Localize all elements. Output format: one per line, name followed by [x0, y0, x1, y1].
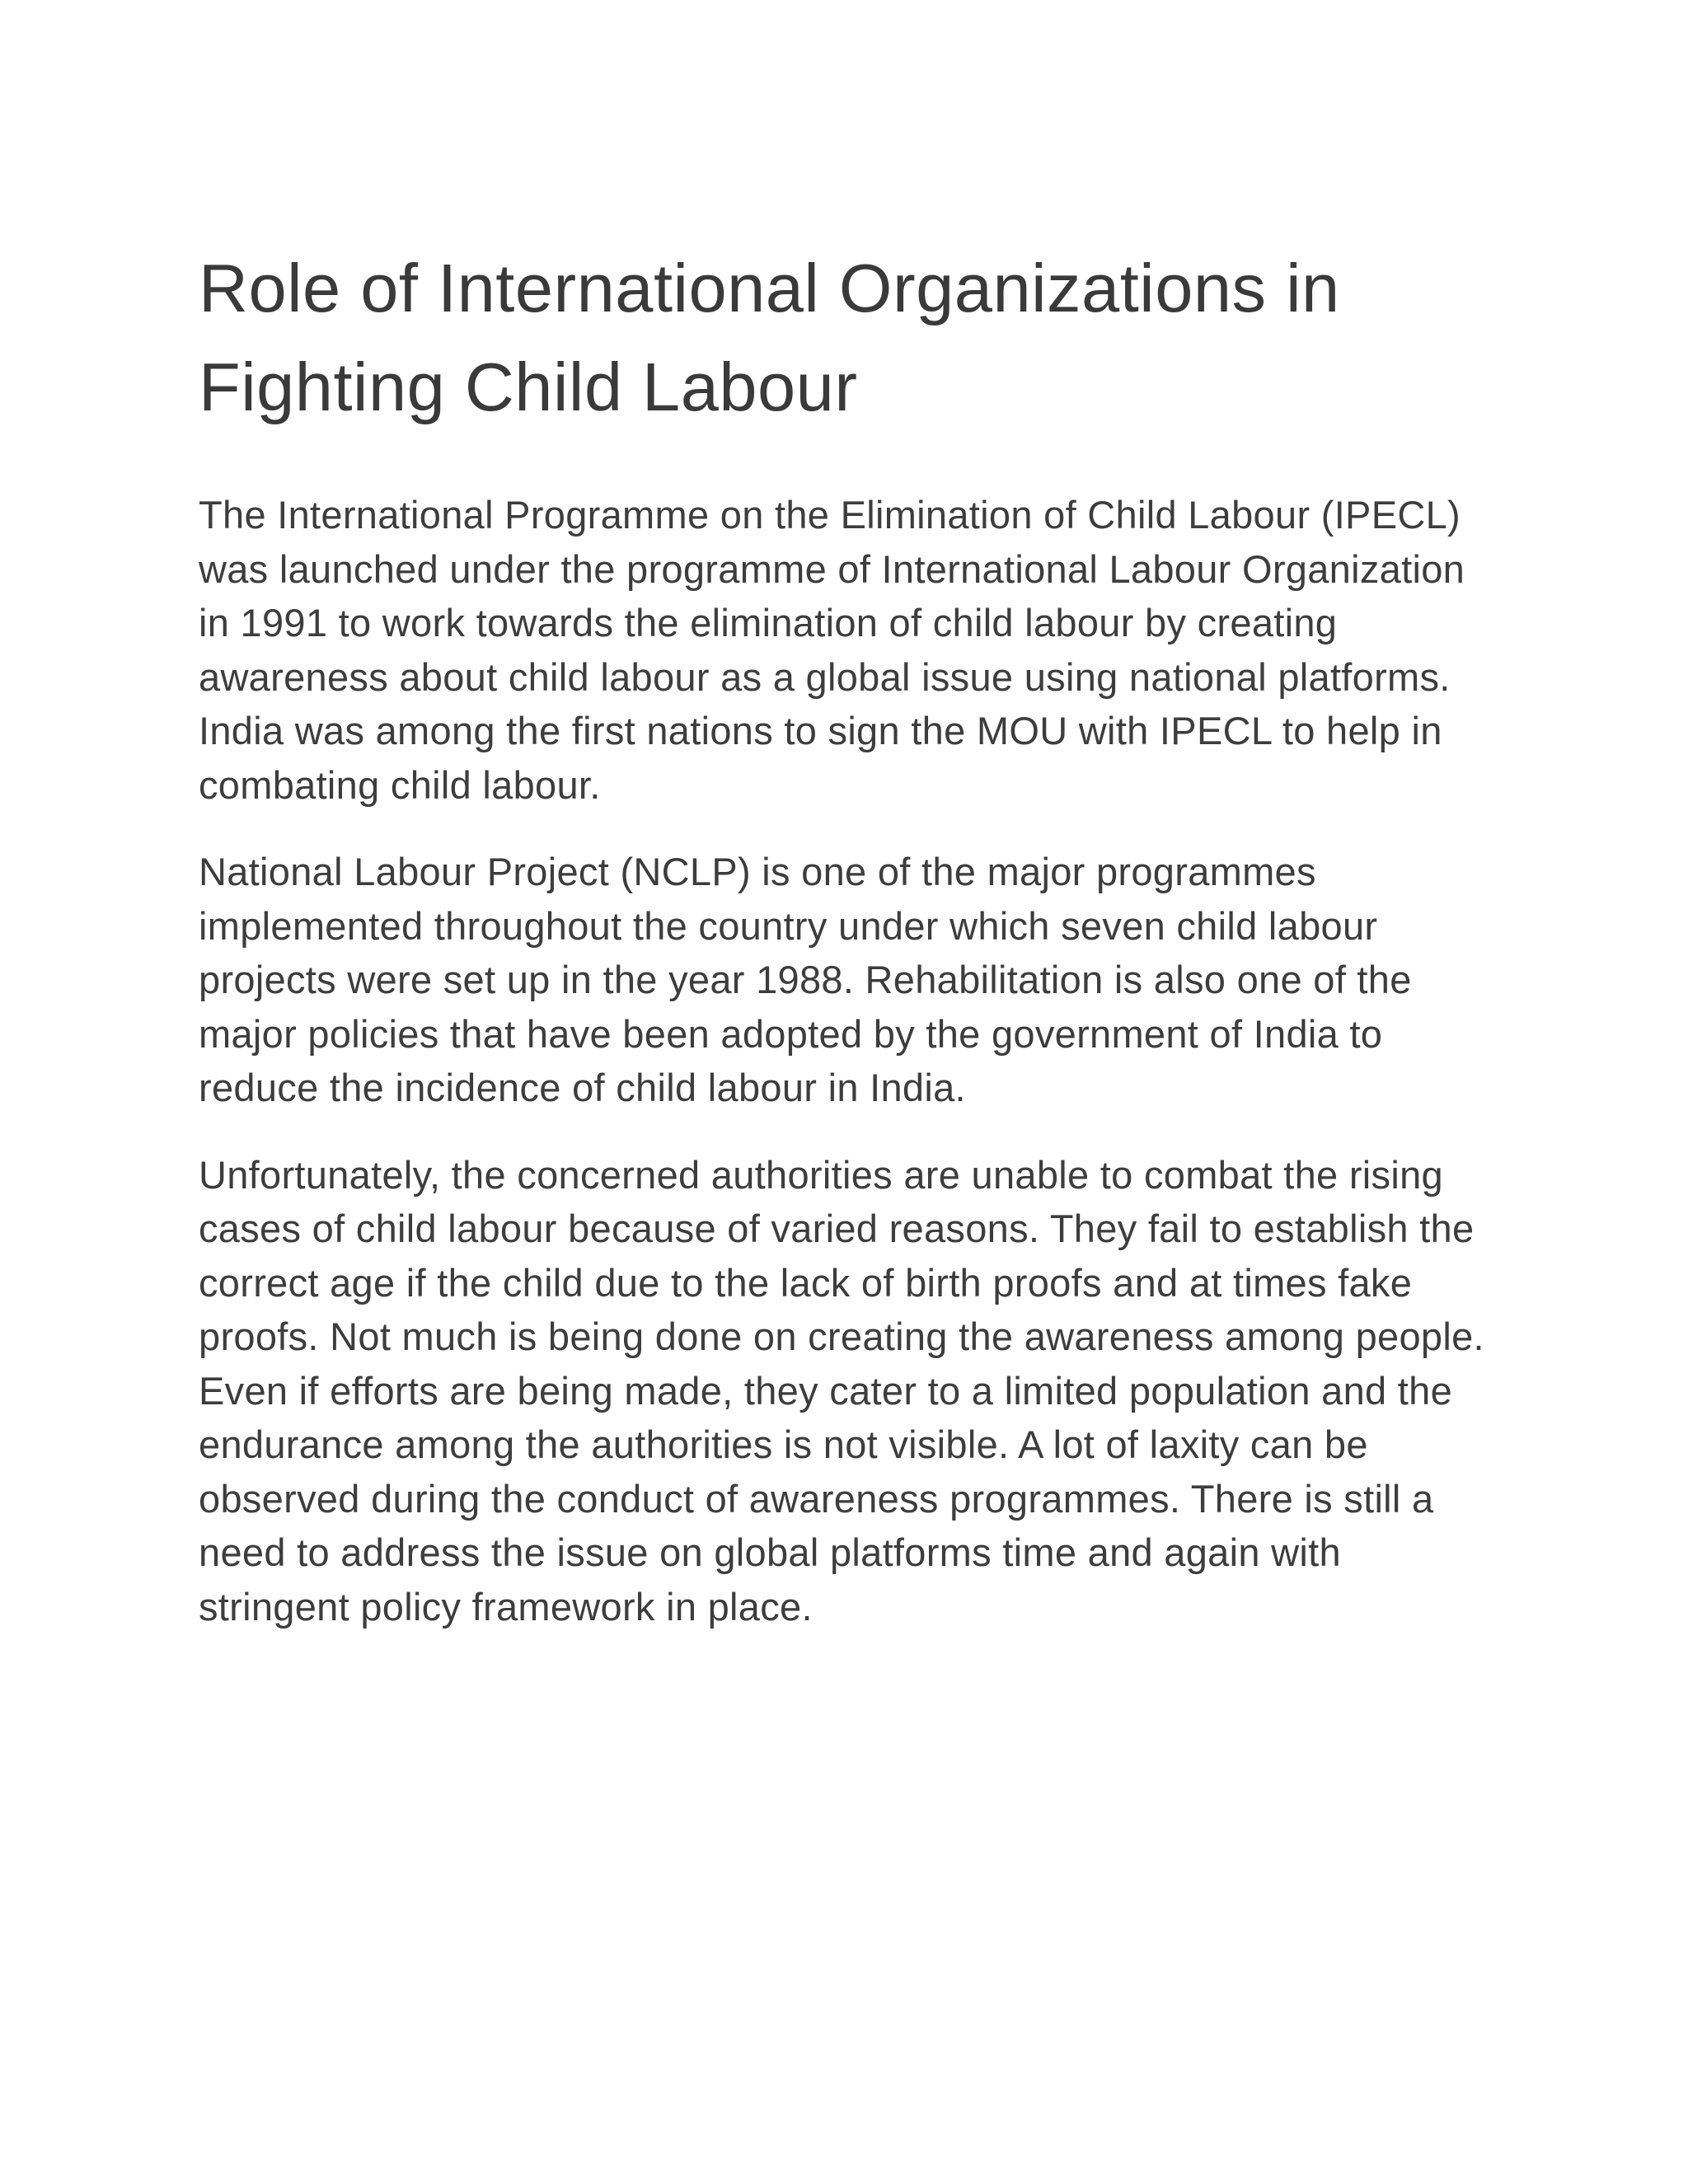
paragraph-nclp: National Labour Project (NCLP) is one of the major programmes implemented throughout the country under which seven child labour projects were set up in the year 1988. Rehabilitation is also one of the major policies that have been adopted by the government of India to reduce the incidence of child labour in India.: [199, 850, 1412, 1109]
document-body: [199, 239, 1501, 1666]
paragraph-ipecl: The International Programme on the Elimination of Child Labour (IPECL) was launched under the programme of International Labour Organization in 1991 to work towards the elimination of child labour by creating awareness about child labour as a global issue using national platforms. India was among the first nations to sign the MOU with IPECL to help in combating child labour.: [199, 493, 1465, 807]
paragraph-challenges: Unfortunately, the concerned authorities are unable to combat the rising cases of child labour because of varied reasons. They fail to establish the correct age if the child due to the lack of birth proofs and at times fake proofs. Not much is being done on creating the awareness among people. Even if efforts are being made, they cater to a limited population and the endurance among the authorities is not visible. A lot of laxity can be observed during the conduct of awareness programmes. There is still a need to address the issue on global platforms time and again with stringent policy framework in place.: [199, 1152, 1484, 1629]
document-title: Role of International Organizations in Fighting Child Labour: [199, 250, 1340, 425]
